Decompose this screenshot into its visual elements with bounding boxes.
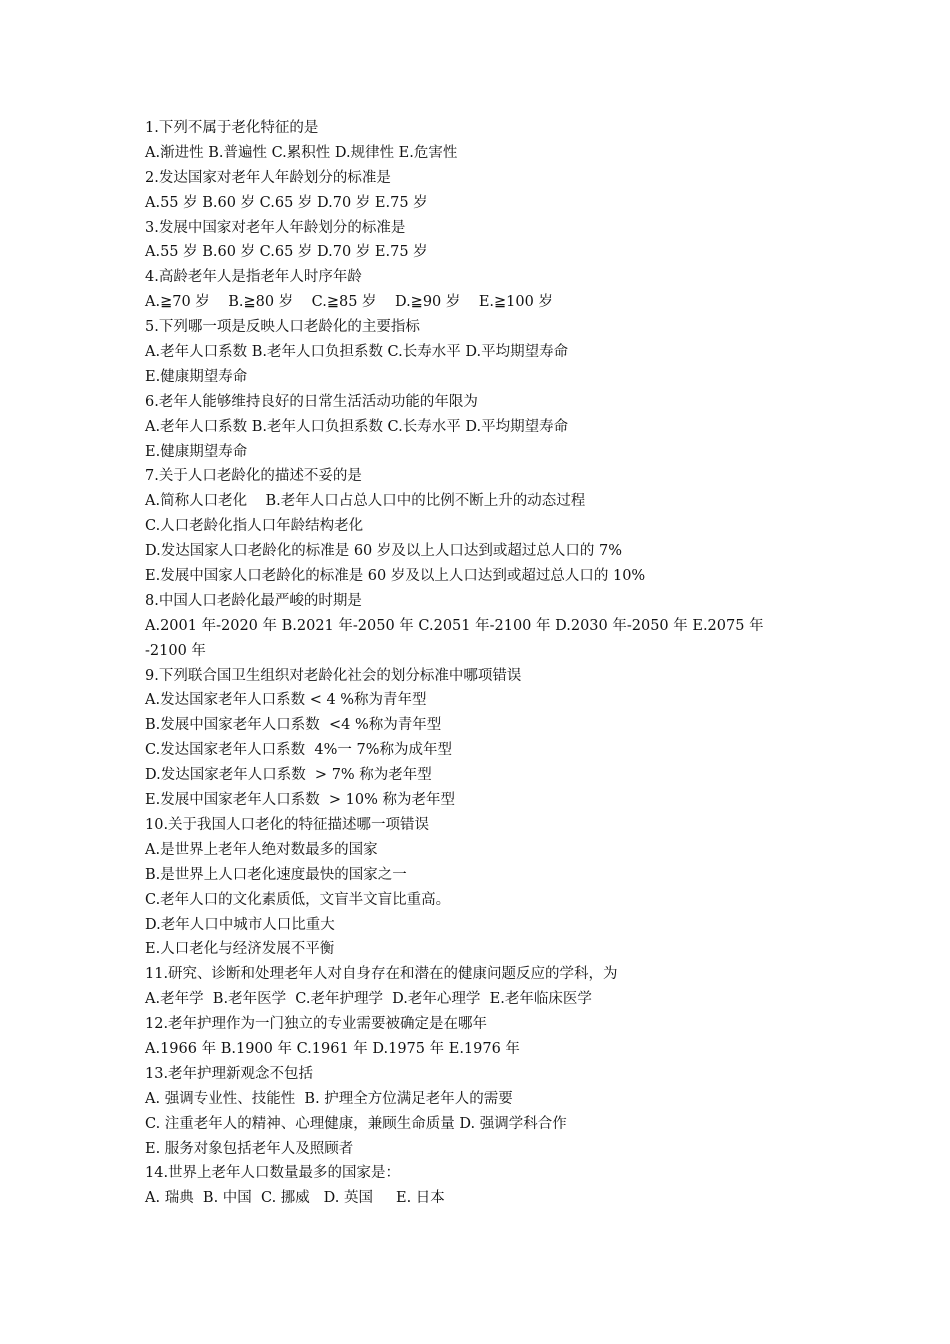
text-line: A.老年人口系数 B.老年人口负担系数 C.长寿水平 D.平均期望寿命: [145, 418, 569, 435]
text-line: E.发展中国家老年人口系数 > 10% 称为老年型: [145, 792, 456, 809]
text-line: B.发展中国家老年人口系数 <4 %称为青年型: [145, 717, 442, 734]
text-line: A.发达国家老年人口系数 < 4 %称为青年型: [145, 692, 427, 709]
text-line: A.1966 年 B.1900 年 C.1961 年 D.1975 年 E.1976 年: [145, 1040, 520, 1057]
text-line: E. 服务对象包括老年人及照顾者: [145, 1140, 354, 1157]
text-line: C.人口老龄化指人口年龄结构老化: [145, 518, 364, 535]
text-line: 1.下列不属于老化特征的是: [145, 120, 319, 136]
text-line: 8.中国人口老龄化最严峻的时期是: [145, 592, 362, 609]
text-line: A.55 岁 B.60 岁 C.65 岁 D.70 岁 E.75 岁: [145, 244, 428, 261]
text-line: E.发展中国家人口老龄化的标准是 60 岁及以上人口达到或超过总人口的 10%: [145, 568, 646, 585]
text-line: 13.老年护理新观念不包括: [145, 1065, 314, 1082]
text-line: 11.研究、诊断和处理老年人对自身存在和潜在的健康问题反应的学科，为: [145, 966, 618, 983]
text-line: 5.下列哪一项是反映人口老龄化的主要指标: [145, 319, 420, 336]
text-line: A.渐进性 B.普遍性 C.累积性 D.规律性 E.危害性: [145, 144, 458, 161]
text-line: -2100 年: [145, 642, 206, 659]
text-line: A. 瑞典 B. 中国 C. 挪威 D. 英国 E. 日本: [145, 1190, 445, 1207]
text-line: 12.老年护理作为一门独立的专业需要被确定是在哪年: [145, 1016, 488, 1033]
text-line: C.发达国家老年人口系数 4%一 7%称为成年型: [145, 742, 453, 759]
text-line: A.老年人口系数 B.老年人口负担系数 C.长寿水平 D.平均期望寿命: [145, 344, 569, 361]
text-line: A.55 岁 B.60 岁 C.65 岁 D.70 岁 E.75 岁: [145, 194, 428, 211]
text-line: E.人口老化与经济发展不平衡: [145, 941, 335, 958]
text-line: A. 强调专业性、技能性 B. 护理全方位满足老年人的需要: [145, 1090, 513, 1107]
text-line: 10.关于我国人口老化的特征描述哪一项错误: [145, 816, 430, 833]
document-page: [145, 116, 810, 1211]
text-line: E.健康期望寿命: [145, 443, 248, 460]
text-line: E.健康期望寿命: [145, 368, 248, 385]
text-line: 14.世界上老年人口数量最多的国家是：: [145, 1165, 401, 1182]
text-line: C. 注重老年人的精神、心理健康，兼顾生命质量 D. 强调学科合作: [145, 1115, 567, 1132]
text-line: D.老年人口中城市人口比重大: [145, 916, 335, 933]
text-line: C.老年人口的文化素质低，文盲半文盲比重高。: [145, 891, 451, 908]
text-line: A.是世界上老年人绝对数最多的国家: [145, 841, 378, 858]
text-line: 9.下列联合国卫生组织对老龄化社会的划分标准中哪项错误: [145, 667, 522, 684]
text-line: 3.发展中国家对老年人年龄划分的标准是: [145, 219, 406, 236]
text-line: 7.关于人口老龄化的描述不妥的是: [145, 468, 362, 485]
text-line: 4.高龄老年人是指老年人时序年龄: [145, 269, 362, 286]
text-line: A.≧70 岁 B.≧80 岁 C.≧85 岁 D.≧90 岁 E.≧100 岁: [145, 294, 553, 311]
text-line: B.是世界上人口老化速度最快的国家之一: [145, 866, 407, 883]
text-line: 2.发达国家对老年人年龄划分的标准是: [145, 169, 391, 186]
text-line: 6.老年人能够维持良好的日常生活活动功能的年限为: [145, 393, 478, 410]
text-line: D.发达国家老年人口系数 > 7% 称为老年型: [145, 767, 432, 784]
text-line: D.发达国家人口老龄化的标准是 60 岁及以上人口达到或超过总人口的 7%: [145, 543, 622, 560]
text-line: A.老年学 B.老年医学 C.老年护理学 D.老年心理学 E.老年临床医学: [145, 991, 592, 1008]
text-line: A.简称人口老化 B.老年人口占总人口中的比例不断上升的动态过程: [145, 493, 586, 510]
text-line: A.2001 年-2020 年 B.2021 年-2050 年 C.2051 年-2100 年 D.2030 年-2050 年 E.2075 年: [145, 617, 764, 634]
